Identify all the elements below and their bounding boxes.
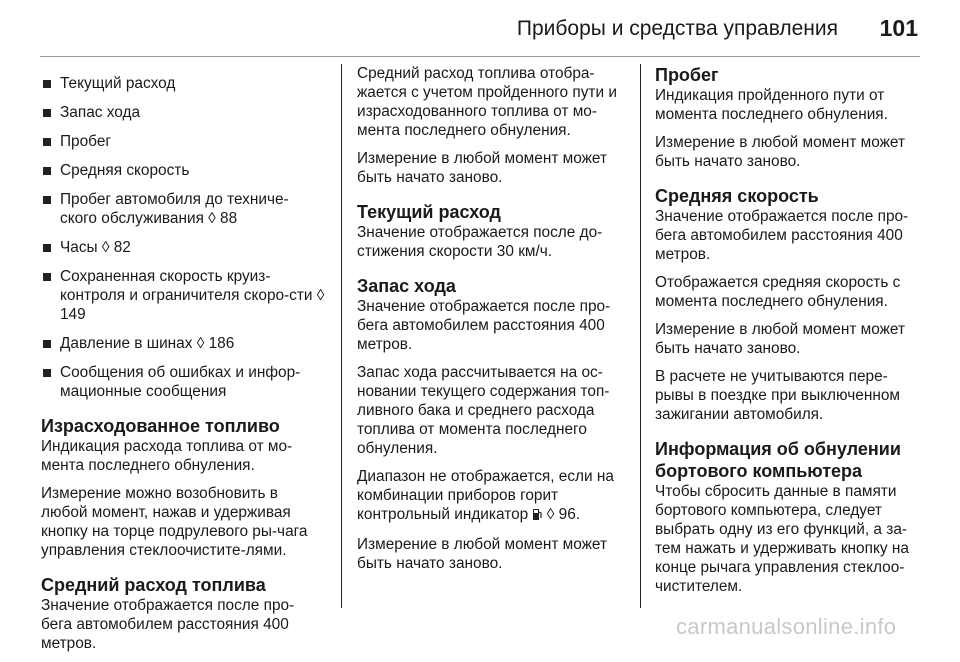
list-item: Сохраненная скорость круиз-контроля и ограничителя скоро-сти ◊ 149 xyxy=(41,267,325,324)
column-divider-1 xyxy=(341,64,342,608)
paragraph: Значение отображается после про-бега автомобилем расстояния 400 метров. xyxy=(41,597,295,652)
paragraph: Измерение в любой момент может быть начато заново. xyxy=(655,134,905,170)
paragraph: Средний расход топлива отобра-жается с учетом пройденного пути и израсходованного топлива от мо-мента последнего обнуления. xyxy=(357,65,617,139)
paragraph: Значение отображается после про-бега автомобилем расстояния 400 метров. xyxy=(357,298,611,353)
paragraph: Отображается средняя скорость с момента последнего обнуления. xyxy=(655,274,901,310)
paragraph: Измерение в любой момент может быть начато заново. xyxy=(357,536,607,572)
section-heading: Запас хода xyxy=(357,276,456,296)
paragraph: Чтобы сбросить данные в памяти бортового компьютера, следует выбрать одну из его функций, а за-тем нажать и удерживать кнопку на конце рычага управления стеклоо-чистителем. xyxy=(655,483,909,595)
list-item: Пробег автомобиля до техниче-ского обслуживания ◊ 88 xyxy=(41,190,325,228)
list-item: Часы ◊ 82 xyxy=(41,238,325,257)
section-fuel-used xyxy=(41,415,325,560)
list-item: Текущий расход xyxy=(41,74,325,93)
paragraph: Значение отображается после про-бега автомобилем расстояния 400 метров. xyxy=(655,208,909,263)
paragraph: Индикация расхода топлива от мо-мента последнего обнуления. xyxy=(41,438,293,474)
paragraph: Индикация пройденного пути от момента последнего обнуления. xyxy=(655,87,888,123)
section-heading: Пробег xyxy=(655,65,719,85)
page-header xyxy=(0,0,960,58)
page-title: Приборы и средства управления xyxy=(516,17,838,40)
reference: ◊ 96. xyxy=(542,506,581,523)
paragraph: Измерение можно возобновить в любой момент, нажав и удерживая кнопку на торце подрулевого ры-чага управления стеклоочистите-лями. xyxy=(41,485,308,559)
column-1 xyxy=(41,64,325,662)
fuel-pump-icon xyxy=(532,507,542,526)
list-item: Запас хода xyxy=(41,103,325,122)
section-heading: Средний расход топлива xyxy=(41,575,266,595)
paragraph: Измерение в любой момент может быть начато заново. xyxy=(357,150,607,186)
paragraph: Значение отображается после до-стижения скорости 30 км/ч. xyxy=(357,224,603,260)
paragraph: Измерение в любой момент может быть начато заново. xyxy=(655,321,905,357)
section-range xyxy=(357,275,625,573)
section-reset xyxy=(655,438,925,596)
paragraph: В расчете не учитываются пере-рывы в поездке при выключенном зажигании автомобиля. xyxy=(655,368,900,423)
header-rule xyxy=(40,56,920,57)
list-item: Пробег xyxy=(41,132,325,151)
list-item: Давление в шинах ◊ 186 xyxy=(41,334,325,353)
paragraph: Запас хода рассчитывается на ос-новании текущего содержания топ-ливного бака и среднего расхода топлива от момента последнего обнуления. xyxy=(357,364,610,457)
watermark: carmanualsonline.info xyxy=(676,614,897,639)
section-heading: Текущий расход xyxy=(357,202,501,222)
section-avg-consumption xyxy=(41,574,325,653)
paragraph-text: Диапазон не отображается, если на комбинации приборов горит контрольный индикатор xyxy=(357,468,614,523)
section-heading: Средняя скорость xyxy=(655,186,819,206)
section-instant-consumption xyxy=(357,201,625,261)
list-item: Сообщения об ошибках и инфор-мационные сообщения xyxy=(41,363,325,401)
page-number: 101 xyxy=(879,15,918,41)
section-heading: Информация об обнулении бортового компьютера xyxy=(655,439,901,481)
column-divider-2 xyxy=(640,64,641,608)
paragraph xyxy=(357,467,625,526)
column-3 xyxy=(655,64,925,605)
function-list xyxy=(41,74,325,401)
list-item: Средняя скорость xyxy=(41,161,325,180)
section-trip xyxy=(655,64,925,171)
column-2 xyxy=(357,64,625,582)
section-heading: Израсходованное топливо xyxy=(41,416,280,436)
section-avg-speed xyxy=(655,185,925,424)
